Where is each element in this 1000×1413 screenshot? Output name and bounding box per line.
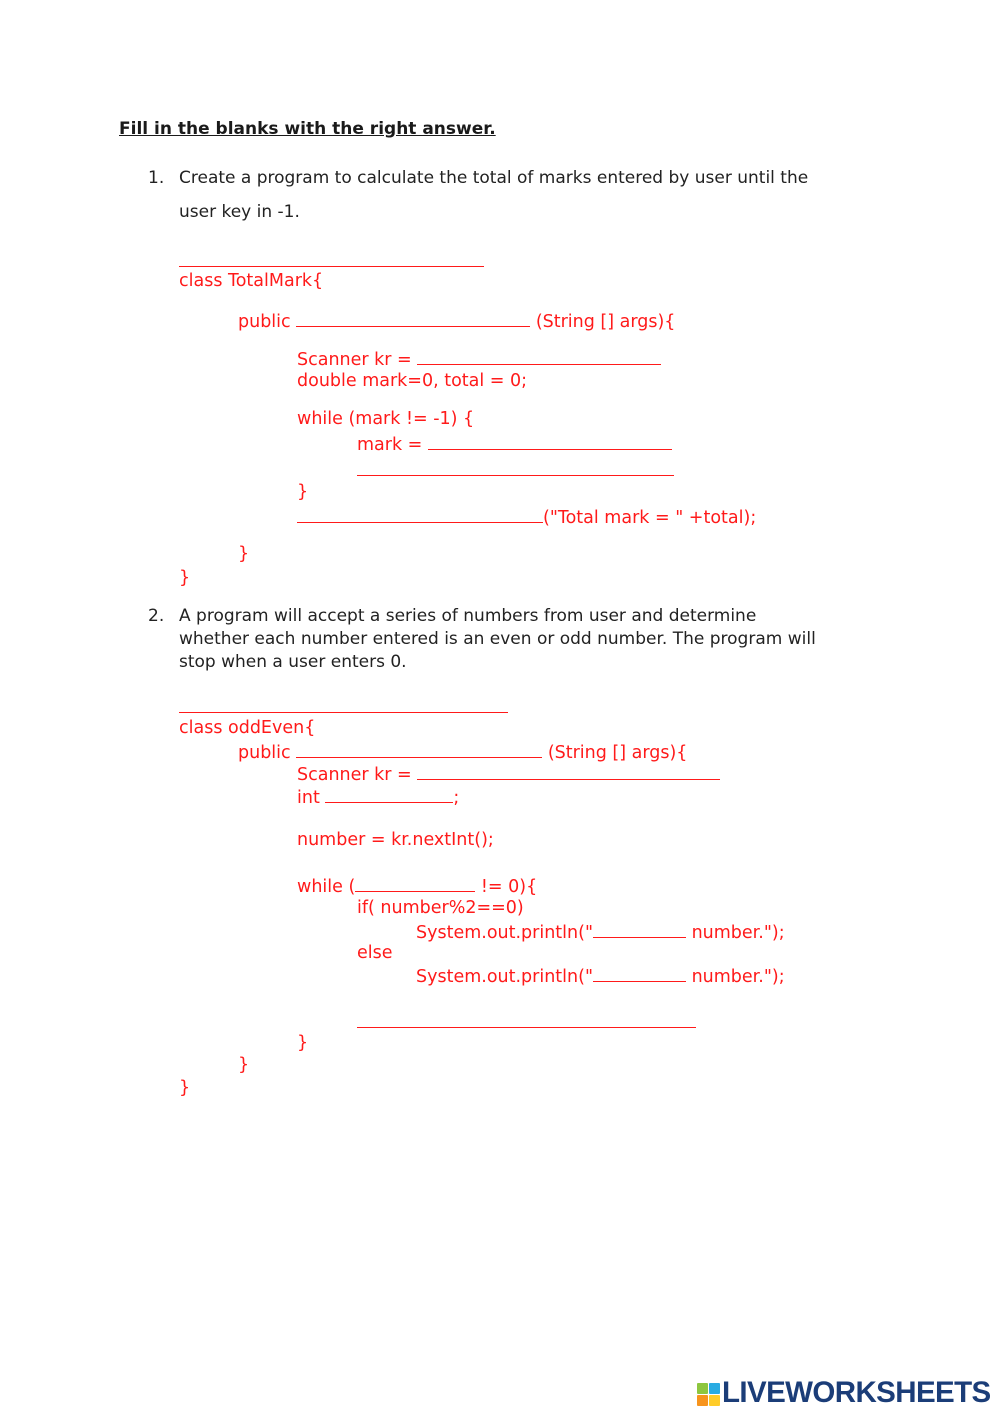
- worksheet-heading: Fill in the blanks with the right answer.: [119, 119, 496, 139]
- println-suffix: number.");: [691, 923, 785, 943]
- main-method-line: [238, 740, 687, 764]
- println-prefix: System.out.println(": [416, 967, 593, 987]
- answer-blank[interactable]: [355, 874, 475, 892]
- class-declaration: class oddEven{: [179, 718, 316, 738]
- logo-tiles-icon: [697, 1383, 721, 1407]
- main-signature: (String [] args){: [535, 312, 676, 332]
- answer-blank[interactable]: [593, 920, 686, 938]
- answer-blank[interactable]: [417, 762, 720, 780]
- answer-blank[interactable]: [179, 712, 508, 713]
- mark-assign: mark =: [357, 435, 423, 455]
- while-keyword: while (: [297, 877, 356, 897]
- class-declaration: class TotalMark{: [179, 271, 324, 291]
- close-brace: }: [179, 568, 191, 588]
- println-suffix: number.");: [691, 967, 785, 987]
- answer-blank[interactable]: [593, 964, 686, 982]
- public-keyword: public: [238, 312, 291, 332]
- main-signature: (String [] args){: [547, 743, 688, 763]
- scanner-decl: Scanner kr =: [297, 765, 412, 785]
- print-args: ("Total mark = " +total);: [543, 508, 757, 528]
- while-condition: != 0){: [480, 877, 538, 897]
- question-text-line: stop when a user enters 0.: [179, 652, 407, 672]
- scanner-decl: Scanner kr =: [297, 350, 412, 370]
- close-brace: }: [297, 1033, 309, 1053]
- close-brace: }: [238, 544, 250, 564]
- close-brace: }: [297, 482, 309, 502]
- question-text-line: whether each number entered is an even or odd number. The program will: [179, 629, 816, 649]
- scanner-line: [297, 762, 720, 786]
- if-line: if( number%2==0): [357, 898, 524, 918]
- answer-blank[interactable]: [357, 1027, 696, 1028]
- int-declaration: [297, 785, 459, 809]
- else-line: else: [357, 943, 393, 963]
- println-odd: [416, 964, 785, 988]
- while-line: [297, 874, 537, 898]
- println-even: [416, 920, 785, 944]
- brand-name: LIVEWORKSHEETS: [722, 1376, 991, 1409]
- number-assign: number = kr.nextInt();: [297, 830, 494, 850]
- semicolon: ;: [453, 788, 460, 808]
- close-brace: }: [238, 1055, 250, 1075]
- question-number: 2.: [148, 606, 165, 626]
- question-text-line: A program will accept a series of numbers from user and determine: [179, 606, 757, 626]
- liveworksheets-logo: [697, 1376, 997, 1410]
- answer-blank[interactable]: [296, 740, 542, 758]
- int-keyword: int: [297, 788, 320, 808]
- println-prefix: System.out.println(": [416, 923, 593, 943]
- answer-blank[interactable]: [325, 785, 453, 803]
- double-declaration: double mark=0, total = 0;: [297, 371, 528, 391]
- public-keyword: public: [238, 743, 291, 763]
- question-number: 1.: [148, 168, 165, 188]
- question-text-line: user key in -1.: [179, 202, 300, 222]
- close-brace: }: [179, 1078, 191, 1098]
- question-text-line: Create a program to calculate the total of marks entered by user until the: [179, 168, 809, 188]
- while-line: while (mark != -1) {: [297, 409, 475, 429]
